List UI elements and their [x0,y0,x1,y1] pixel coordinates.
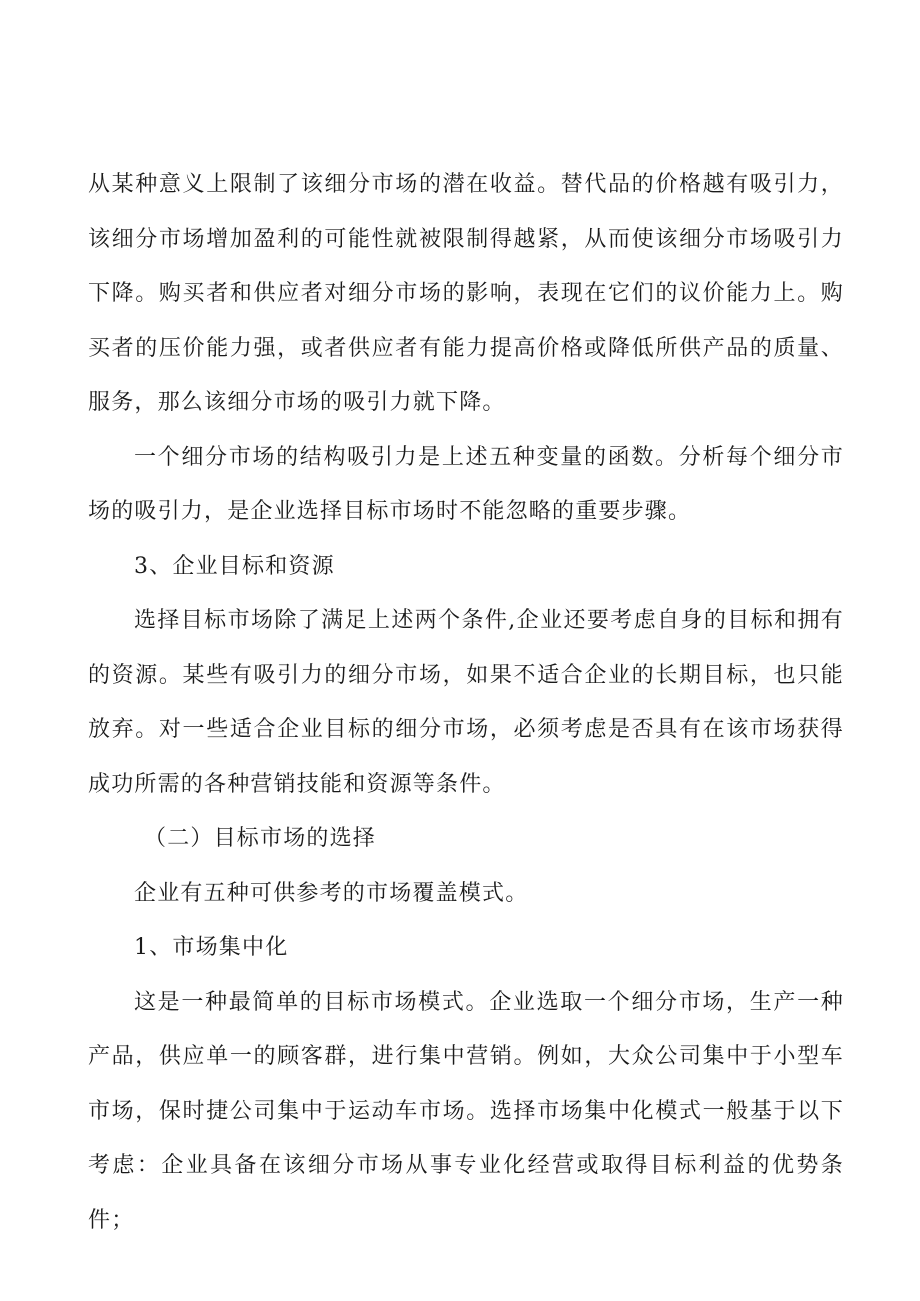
paragraph-goals-resources: 选择目标市场除了满足上述两个条件,企业还要考虑自身的目标和拥有的资源。某些有吸引力的细分市场，如果不适合企业的长期目标，也只能放弃。对一些适合企业目标的细分市场，必须考虑是否具有在该市场获得成功所需的各种营销技能和资源等条件。 [88,608,844,797]
heading-target-market-selection: （二）目标市场的选择 [144,826,377,851]
paragraph-substitute-pressure: 从某种意义上限制了该细分市场的潜在收益。替代品的价格越有吸引力，该细分市场增加盈利的可能性就被限制得越紧，从而使该细分市场吸引力下降。购买者和供应者对细分市场的影响，表现在它们的议价能力上。购买者的压价能力强，或者供应者有能力提高价格或降低所供产品的质量、服务，那么该细分市场的吸引力就下降。 [88,172,844,415]
paragraph-structural-attractiveness: 一个细分市场的结构吸引力是上述五种变量的函数。分析每个细分市场的吸引力，是企业选择目标市场时不能忽略的重要步骤。 [88,444,844,524]
document-body [88,158,844,1248]
paragraph-coverage-modes: 企业有五种可供参考的市场覆盖模式。 [134,880,529,906]
heading-goals-resources: 3、企业目标和资源 [134,553,335,579]
paragraph-market-concentration: 这是一种最简单的目标市场模式。企业选取一个细分市场，生产一种产品，供应单一的顾客群，进行集中营销。例如，大众公司集中于小型车市场，保时捷公司集中于运动车市场。选择市场集中化模式一般基于以下考虑：企业具备在该细分市场从事专业化经营或取得目标利益的优势条件； [88,989,844,1233]
heading-market-concentration: 1、市场集中化 [134,935,289,960]
